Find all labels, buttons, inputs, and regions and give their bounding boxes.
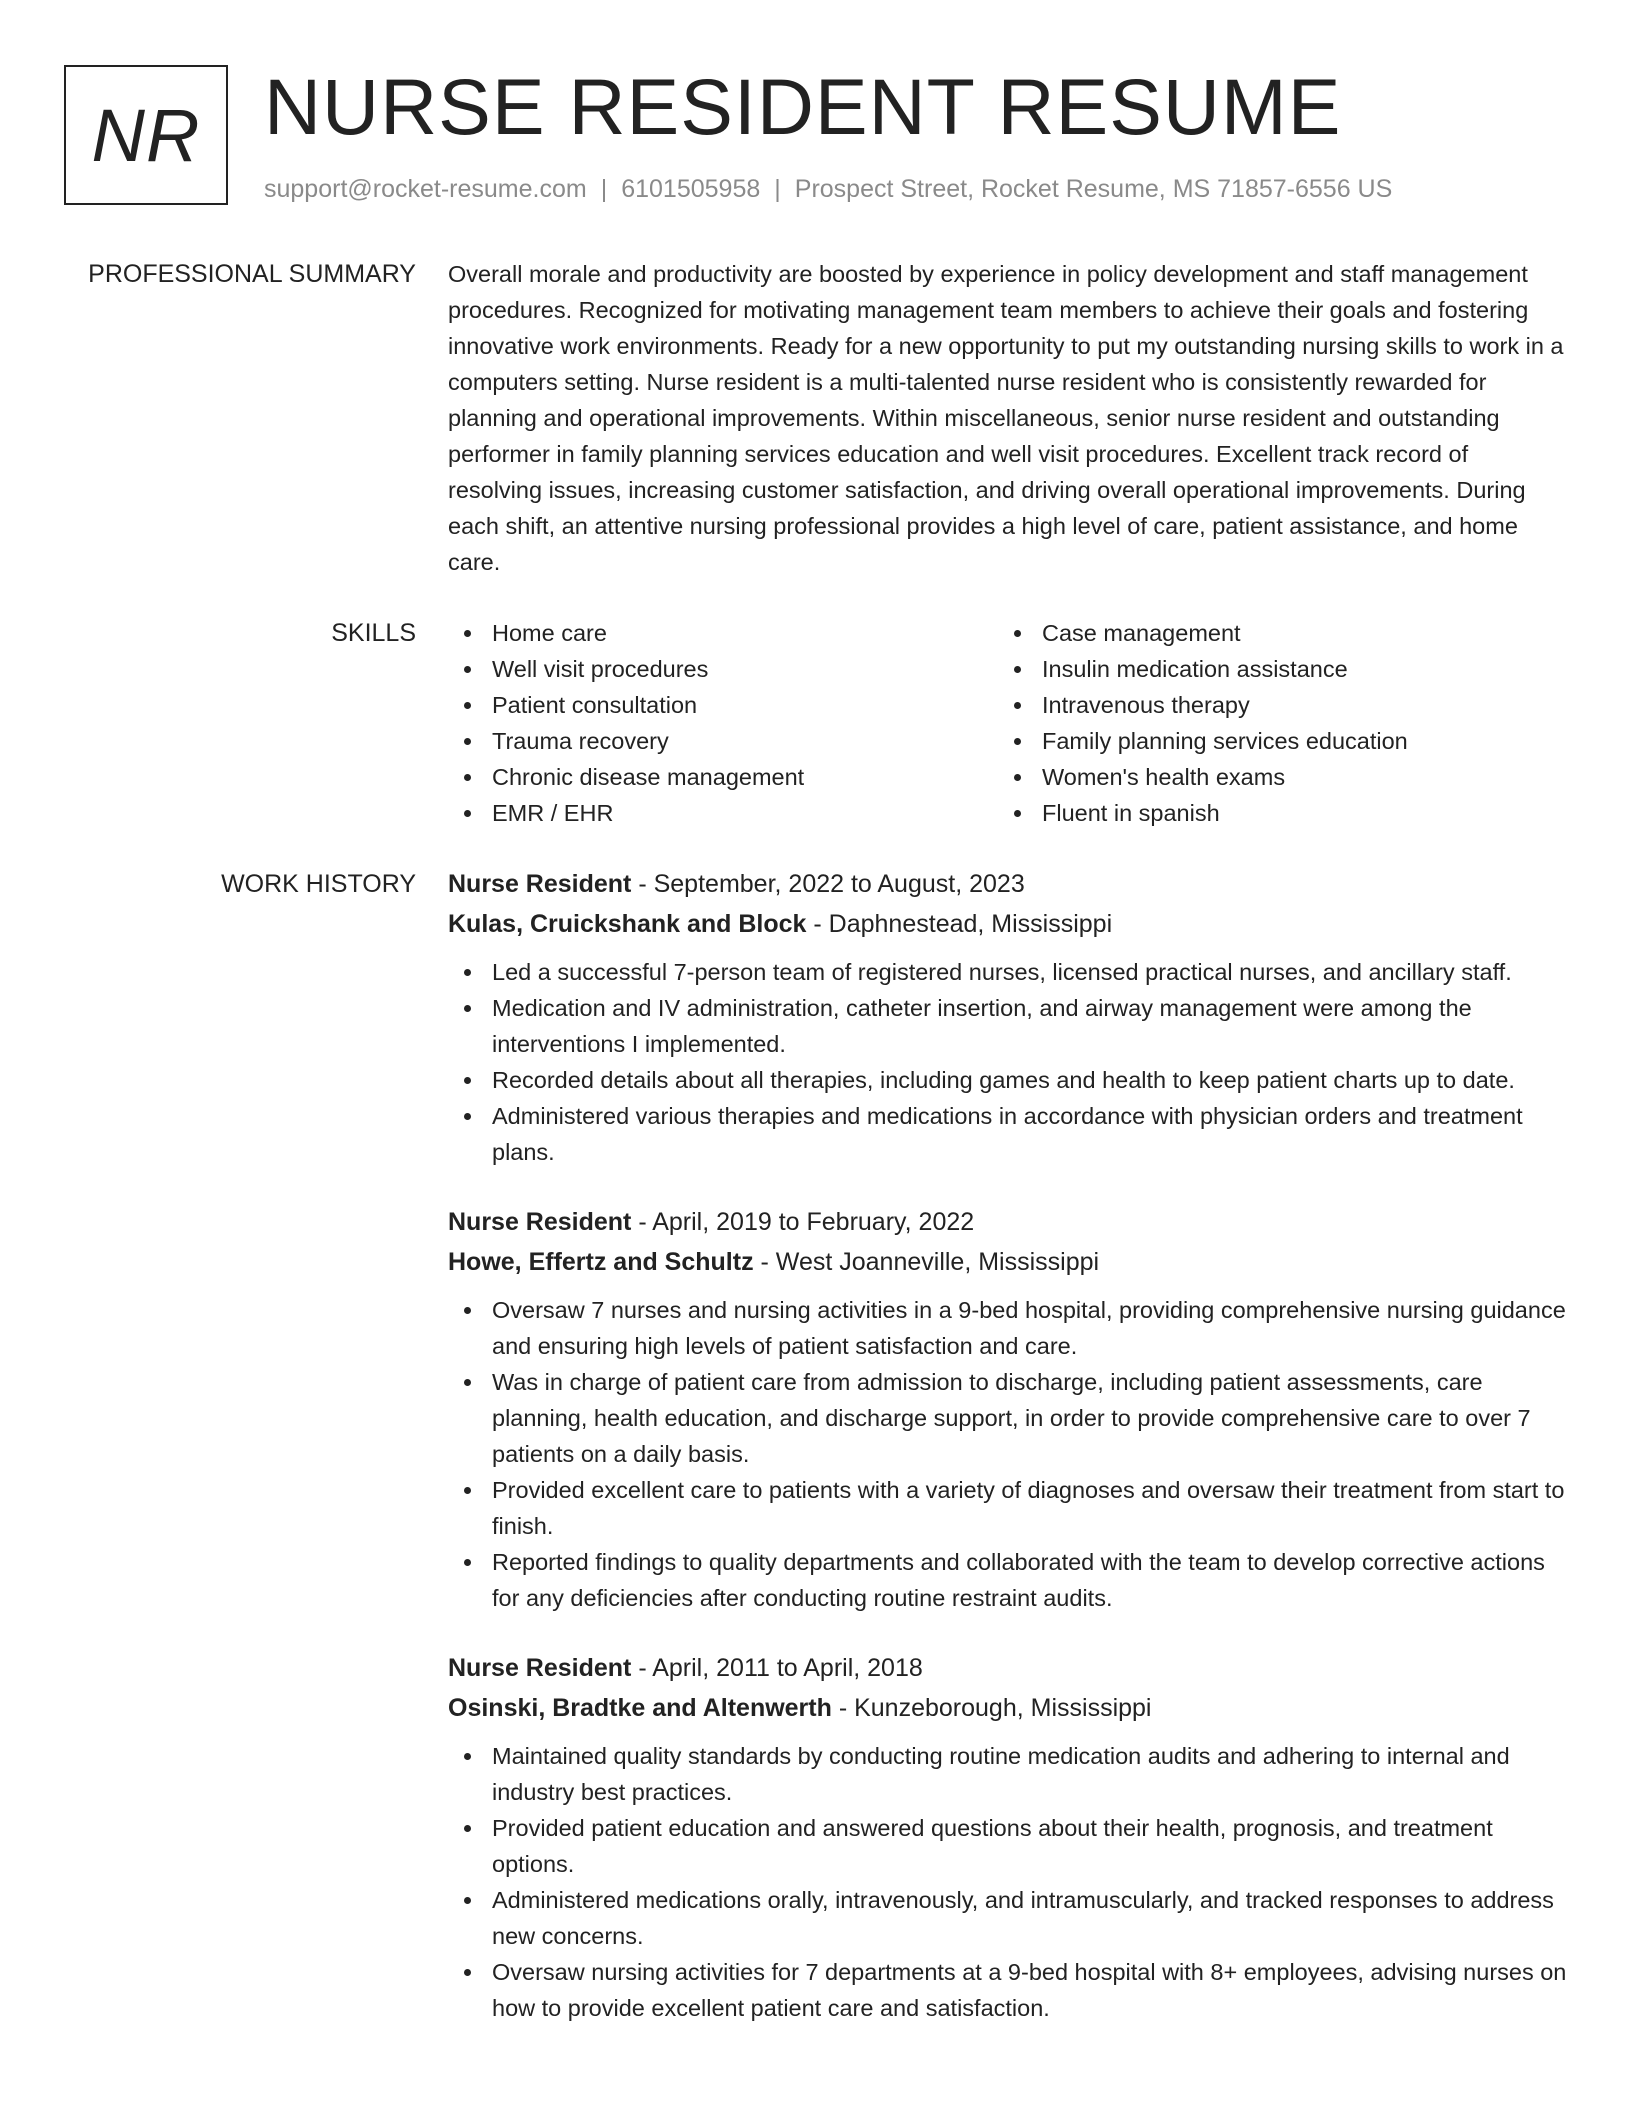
skill-item: Trauma recovery [448, 723, 998, 759]
skill-item: Fluent in spanish [998, 795, 1548, 831]
job-entry [448, 864, 1568, 1170]
monogram-logo: NR [64, 65, 228, 205]
contact-phone: 6101505958 [621, 175, 761, 203]
job-company: Kulas, Cruickshank and Block [448, 910, 807, 938]
job-bullet: Led a successful 7-person team of registered nurses, licensed practical nurses, and ancillary staff. [448, 954, 1568, 990]
skill-item: EMR / EHR [448, 795, 998, 831]
job-entry [448, 1648, 1568, 2026]
contact-address: Prospect Street, Rocket Resume, MS 71857-6556 US [794, 175, 1393, 203]
job-dates: - September, 2022 to August, 2023 [631, 870, 1025, 898]
job-location: - Daphnestead, Mississippi [806, 910, 1113, 938]
skills-list-right [998, 615, 1548, 831]
skill-item: Well visit procedures [448, 651, 998, 687]
job-bullet: Provided patient education and answered questions about their health, prognosis, and treatment options. [448, 1810, 1568, 1882]
job-bullet: Maintained quality standards by conducting routine medication audits and adhering to internal and industry best practices. [448, 1738, 1568, 1810]
job-entry [448, 1202, 1568, 1616]
resume-header [64, 64, 1584, 214]
skill-item: Insulin medication assistance [998, 651, 1548, 687]
summary-text: Overall morale and productivity are boosted by experience in policy development and staff management procedures. Recognized for motivating management team members to achieve their goals and fostering innovative work environments. Ready for a new opportunity to put my outstanding nursing skills to work in a computers setting. Nurse resident is a multi-talented nurse resident who is consistently rewarded for planning and operational improvements. Within miscellaneous, senior nurse resident and outstanding performer in family planning services education and well visit procedures. Excellent track record of resolving issues, increasing customer satisfaction, and driving overall operational improvements. During each shift, an attentive nursing professional provides a high level of care, patient assistance, and home care. [448, 261, 1564, 575]
job-title: Nurse Resident [448, 1208, 632, 1236]
contact-separator: | [600, 175, 608, 203]
skill-item: Women's health exams [998, 759, 1548, 795]
skill-item: Intravenous therapy [998, 687, 1548, 723]
resume-title: NURSE RESIDENT RESUME [264, 62, 1342, 151]
job-title: Nurse Resident [448, 1654, 632, 1682]
skill-item: Family planning services education [998, 723, 1548, 759]
contact-separator: | [774, 175, 781, 203]
job-title-line [448, 1202, 1568, 1242]
job-bullet: Administered medications orally, intravenously, and intramuscularly, and tracked responses to address new concerns. [448, 1882, 1568, 1954]
job-company-line [448, 1242, 1568, 1282]
job-location: - West Joanneville, Mississippi [753, 1248, 1100, 1276]
skill-item: Case management [998, 615, 1548, 651]
section-label-work-history: WORK HISTORY [221, 870, 416, 898]
job-bullet: Recorded details about all therapies, including games and health to keep patient charts up to date. [448, 1062, 1568, 1098]
skill-item: Chronic disease management [448, 759, 998, 795]
section-label-summary: PROFESSIONAL SUMMARY [88, 260, 416, 288]
job-bullet: Was in charge of patient care from admission to discharge, including patient assessments, care planning, health education, and discharge support, in order to provide comprehensive care to over 7 patients on a daily basis. [448, 1364, 1568, 1472]
job-bullet: Reported findings to quality departments and collaborated with the team to develop corrective actions for any deficiencies after conducting routine restraint audits. [448, 1544, 1568, 1616]
section-label-skills: SKILLS [331, 619, 416, 647]
job-title: Nurse Resident [448, 870, 632, 898]
job-company-line [448, 904, 1568, 944]
contact-email: support@rocket-resume.com [264, 175, 587, 203]
contact-line [264, 174, 1392, 204]
skill-item: Patient consultation [448, 687, 998, 723]
job-bullets [448, 1292, 1568, 1616]
job-dates: - April, 2011 to April, 2018 [631, 1654, 923, 1682]
job-bullet: Oversaw nursing activities for 7 departments at a 9-bed hospital with 8+ employees, advising nurses on how to provide excellent patient care and satisfaction. [448, 1954, 1568, 2026]
job-company-line [448, 1688, 1568, 1728]
job-bullets [448, 1738, 1568, 2026]
job-location: - Kunzeborough, Mississippi [831, 1694, 1152, 1722]
job-dates: - April, 2019 to February, 2022 [631, 1208, 975, 1236]
job-bullets [448, 954, 1568, 1170]
job-company: Osinski, Bradtke and Altenwerth [448, 1694, 832, 1722]
job-title-line [448, 864, 1568, 904]
job-company: Howe, Effertz and Schultz [448, 1248, 754, 1276]
job-bullet: Medication and IV administration, catheter insertion, and airway management were among the interventions I implemented. [448, 990, 1568, 1062]
job-bullet: Oversaw 7 nurses and nursing activities in a 9-bed hospital, providing comprehensive nursing guidance and ensuring high levels of patient satisfaction and care. [448, 1292, 1568, 1364]
skill-item: Home care [448, 615, 998, 651]
skills-list-left [448, 615, 998, 831]
job-title-line [448, 1648, 1568, 1688]
job-bullet: Provided excellent care to patients with a variety of diagnoses and oversaw their treatment from start to finish. [448, 1472, 1568, 1544]
job-bullet: Administered various therapies and medications in accordance with physician orders and treatment plans. [448, 1098, 1568, 1170]
